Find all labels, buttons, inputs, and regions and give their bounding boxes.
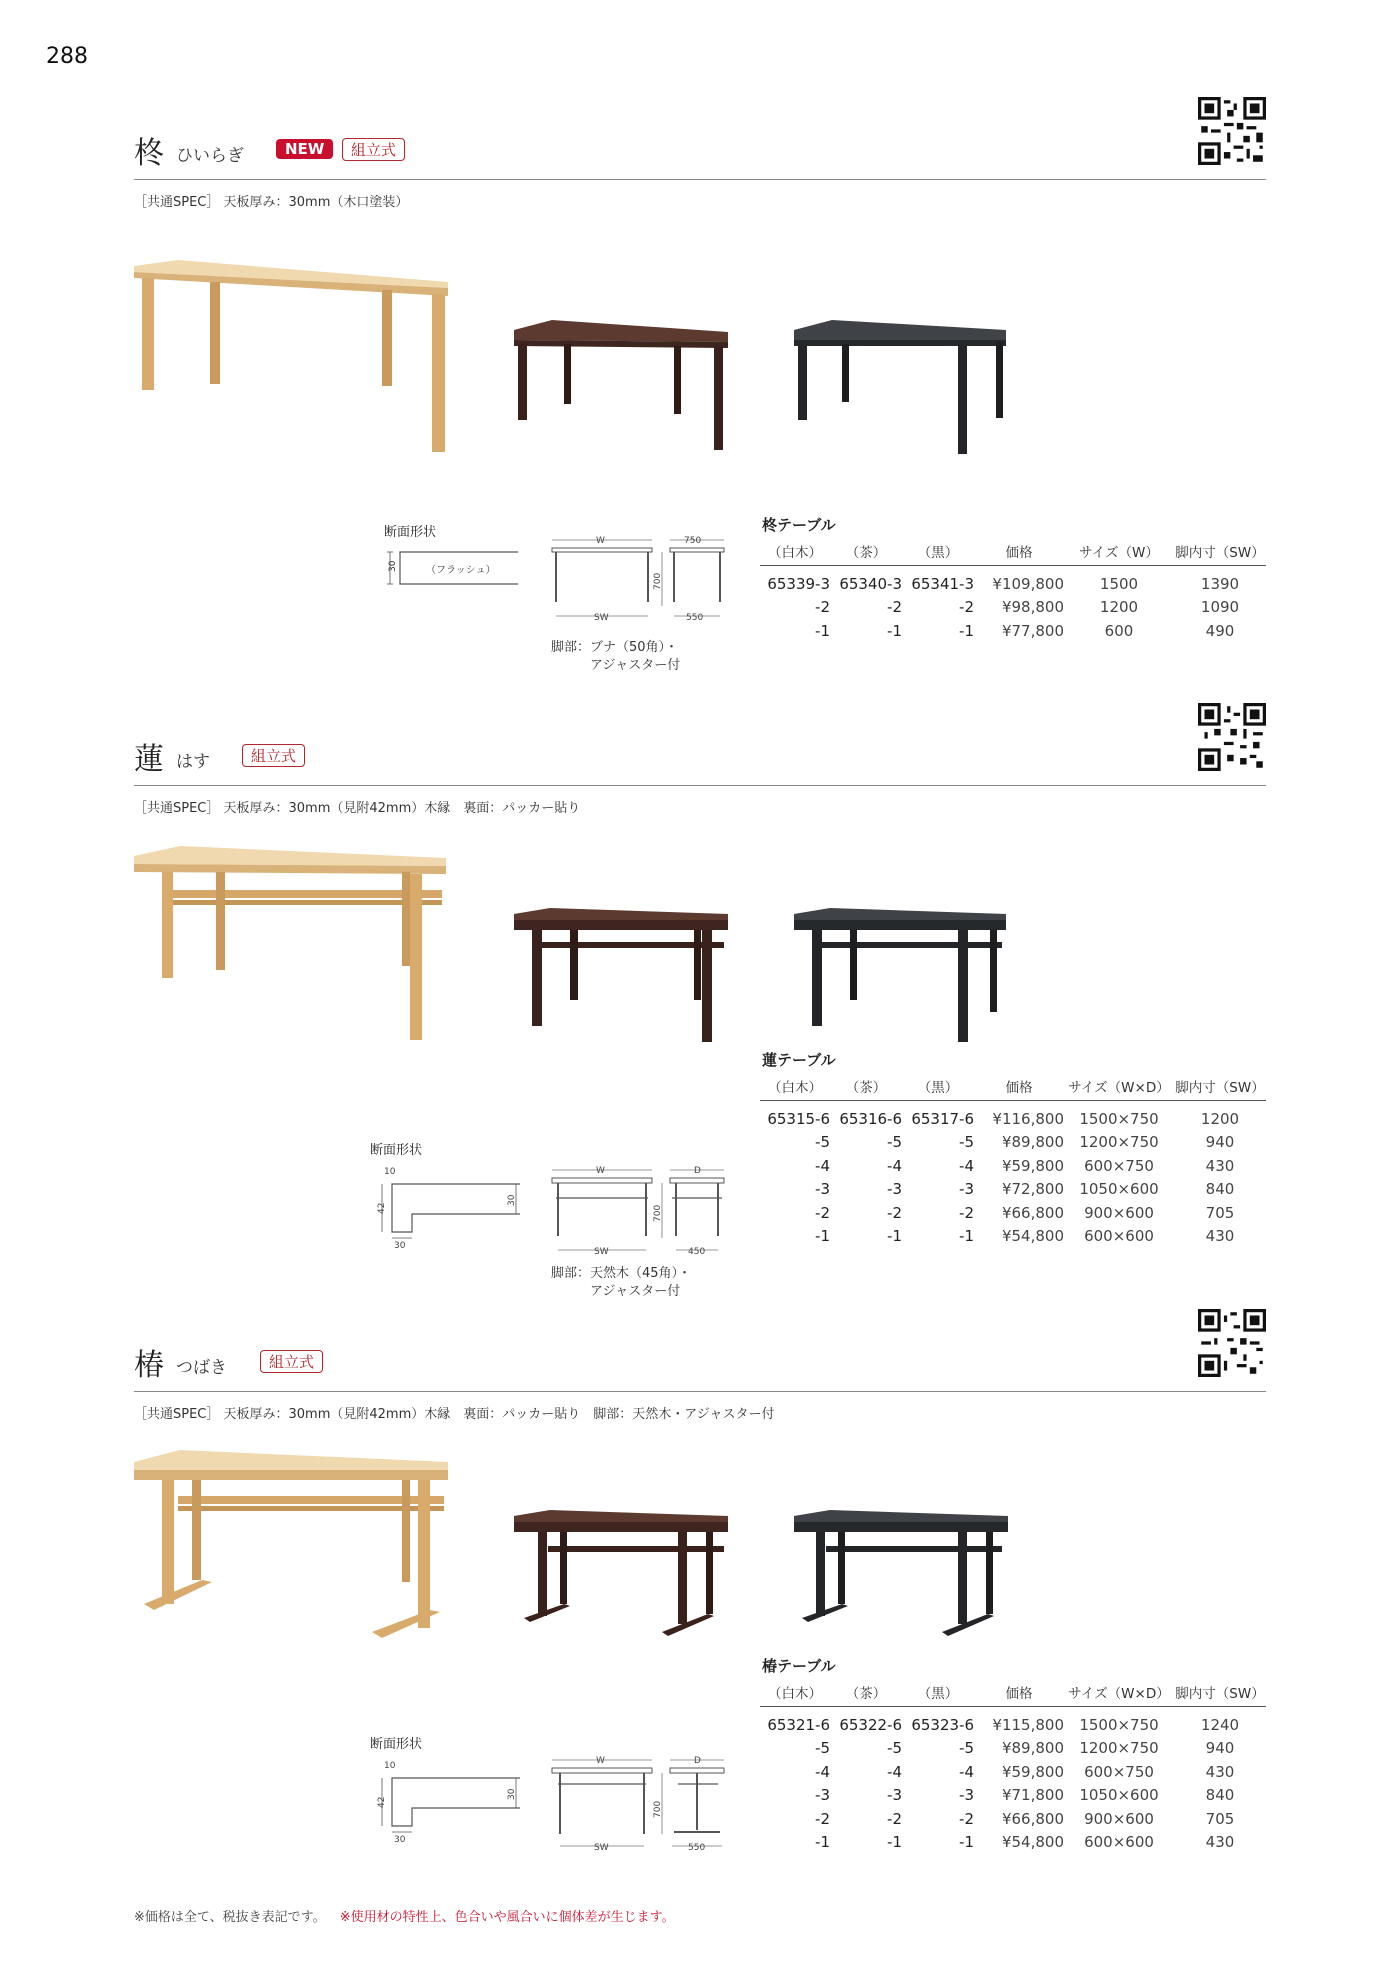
table-title: 椿テーブル bbox=[762, 1657, 836, 1675]
table-image-natural bbox=[132, 258, 452, 458]
code-black: -2 bbox=[959, 598, 974, 617]
code-brown: -3 bbox=[887, 1786, 902, 1805]
code-black: -1 bbox=[959, 1833, 974, 1852]
table-row bbox=[760, 1154, 1266, 1178]
footer-note-tax: ※価格は全て、税抜き表記です。 bbox=[134, 1910, 326, 1925]
cross-section-note: （フラッシュ） bbox=[426, 565, 496, 576]
header-leg-inner: 脚内寸（SW） bbox=[1174, 1682, 1266, 1707]
code-brown: -1 bbox=[887, 1227, 902, 1246]
leg-inner: 1390 bbox=[1200, 574, 1240, 593]
dim-depth: 750 bbox=[684, 536, 702, 546]
price: ¥109,800 bbox=[992, 574, 1064, 593]
header-black: （黒） bbox=[902, 1076, 974, 1101]
header-black: （黒） bbox=[902, 541, 974, 566]
table-row bbox=[760, 1225, 1266, 1249]
table-image-black bbox=[790, 906, 1010, 1042]
price: ¥59,800 bbox=[1001, 1762, 1064, 1781]
series-title: 柊 bbox=[134, 136, 164, 171]
table-row bbox=[760, 1201, 1266, 1225]
code-brown: -4 bbox=[887, 1762, 902, 1781]
code-natural: 65315-6 bbox=[767, 1109, 830, 1128]
code-black: -2 bbox=[959, 1809, 974, 1828]
code-black: -2 bbox=[959, 1203, 974, 1222]
leg-inner: 1240 bbox=[1200, 1715, 1240, 1734]
code-black: -1 bbox=[959, 1227, 974, 1246]
section-divider bbox=[134, 1391, 1266, 1392]
price: ¥66,800 bbox=[1001, 1809, 1064, 1828]
header-brown: （茶） bbox=[830, 1076, 902, 1101]
code-natural: -2 bbox=[815, 1809, 830, 1828]
dim-depth: D bbox=[694, 1756, 701, 1766]
header-brown: （茶） bbox=[830, 1682, 902, 1707]
header-price: 価格 bbox=[974, 1682, 1064, 1707]
table-row bbox=[760, 572, 1266, 596]
code-black: -4 bbox=[959, 1156, 974, 1175]
cross-section-diagram bbox=[370, 1754, 524, 1845]
code-brown: -4 bbox=[887, 1156, 902, 1175]
code-natural: 65339-3 bbox=[767, 574, 830, 593]
dim-depth-inner: 550 bbox=[686, 613, 704, 623]
qr-code-icon[interactable] bbox=[1198, 1309, 1266, 1377]
table-image-black bbox=[790, 1508, 1010, 1644]
spec-table bbox=[760, 1682, 1266, 1854]
leg-inner: 430 bbox=[1205, 1227, 1235, 1246]
price: ¥115,800 bbox=[992, 1715, 1064, 1734]
header-leg-inner: 脚内寸（SW） bbox=[1174, 1076, 1266, 1101]
code-black: -5 bbox=[959, 1133, 974, 1152]
table-header-row bbox=[760, 1682, 1266, 1707]
table-row bbox=[760, 1131, 1266, 1155]
code-brown: 65340-3 bbox=[839, 574, 902, 593]
dim-edge-top: 10 bbox=[384, 1167, 396, 1177]
price: ¥89,800 bbox=[1001, 1739, 1064, 1758]
size: 600×600 bbox=[1084, 1833, 1154, 1852]
table-row bbox=[760, 1107, 1266, 1131]
price: ¥116,800 bbox=[992, 1109, 1064, 1128]
header-brown: （茶） bbox=[830, 541, 902, 566]
header-size: サイズ（W×D） bbox=[1064, 1076, 1174, 1101]
leg-inner: 840 bbox=[1205, 1180, 1235, 1199]
header-size: サイズ（W×D） bbox=[1064, 1682, 1174, 1707]
code-black: -4 bbox=[959, 1762, 974, 1781]
dim-width: W bbox=[596, 536, 605, 546]
table-title: 柊テーブル bbox=[762, 516, 836, 534]
header-natural: （白木） bbox=[760, 1076, 830, 1101]
price: ¥54,800 bbox=[1001, 1227, 1064, 1246]
code-natural: 65321-6 bbox=[767, 1715, 830, 1734]
table-header-row bbox=[760, 541, 1266, 566]
leg-inner: 1200 bbox=[1200, 1109, 1240, 1128]
table-row bbox=[760, 619, 1266, 643]
code-natural: -1 bbox=[815, 621, 830, 640]
table-image-brown bbox=[512, 1508, 732, 1644]
series-reading: はす bbox=[176, 752, 210, 772]
leg-inner: 940 bbox=[1205, 1133, 1235, 1152]
dim-depth-inner: 550 bbox=[688, 1843, 706, 1853]
table-row bbox=[760, 1760, 1266, 1784]
cross-section-label: 断面形状 bbox=[384, 525, 437, 540]
cross-section-diagram bbox=[384, 540, 524, 600]
header-natural: （白木） bbox=[760, 1682, 830, 1707]
code-brown: -3 bbox=[887, 1180, 902, 1199]
code-black: 65323-6 bbox=[911, 1715, 974, 1734]
code-natural: -4 bbox=[815, 1156, 830, 1175]
dim-sw: SW bbox=[594, 1843, 609, 1853]
leg-inner: 430 bbox=[1205, 1762, 1235, 1781]
leg-note-line1: 脚部：ブナ（50角）・ bbox=[551, 640, 679, 655]
leg-inner: 430 bbox=[1205, 1156, 1235, 1175]
cross-section-label: 断面形状 bbox=[370, 1737, 423, 1752]
series-reading: ひいらぎ bbox=[176, 146, 244, 166]
size: 1050×600 bbox=[1079, 1786, 1159, 1805]
header-black: （黒） bbox=[902, 1682, 974, 1707]
price: ¥89,800 bbox=[1001, 1133, 1064, 1152]
common-spec: ［共通SPEC］ 天板厚み：30mm（見附42mm）木縁 裏面：パッカー貼り bbox=[134, 801, 581, 816]
code-natural: -1 bbox=[815, 1227, 830, 1246]
dim-edge-height: 42 bbox=[377, 1796, 387, 1808]
leg-inner: 430 bbox=[1205, 1833, 1235, 1852]
new-badge: NEW bbox=[276, 139, 333, 159]
dim-edge-width: 30 bbox=[394, 1241, 406, 1251]
section-divider bbox=[134, 785, 1266, 786]
table-image-natural bbox=[132, 844, 452, 1040]
size: 1200×750 bbox=[1079, 1739, 1159, 1758]
size: 600×750 bbox=[1084, 1156, 1154, 1175]
size: 600 bbox=[1104, 621, 1134, 640]
dim-edge-height: 42 bbox=[377, 1202, 387, 1214]
header-natural: （白木） bbox=[760, 541, 830, 566]
dim-depth: D bbox=[694, 1166, 701, 1176]
spec-table bbox=[760, 541, 1266, 643]
size: 600×600 bbox=[1084, 1227, 1154, 1246]
dim-height: 700 bbox=[653, 1800, 663, 1818]
table-header-row bbox=[760, 1076, 1266, 1101]
leg-note-line1: 脚部：天然木（45角）・ bbox=[551, 1266, 692, 1281]
size: 1050×600 bbox=[1079, 1180, 1159, 1199]
cross-section-label: 断面形状 bbox=[370, 1143, 423, 1158]
dim-edge-width: 30 bbox=[394, 1835, 406, 1845]
size: 900×600 bbox=[1084, 1203, 1154, 1222]
size: 1500 bbox=[1099, 574, 1139, 593]
size: 1200 bbox=[1099, 598, 1139, 617]
table-row bbox=[760, 1178, 1266, 1202]
header-price: 価格 bbox=[974, 541, 1064, 566]
spec-table bbox=[760, 1076, 1266, 1248]
table-row bbox=[760, 1831, 1266, 1855]
dimension-drawing bbox=[548, 534, 728, 626]
leg-inner: 490 bbox=[1205, 621, 1235, 640]
code-brown: 65322-6 bbox=[839, 1715, 902, 1734]
leg-inner: 940 bbox=[1205, 1739, 1235, 1758]
size: 1500×750 bbox=[1079, 1715, 1159, 1734]
code-brown: -2 bbox=[887, 1203, 902, 1222]
leg-inner: 840 bbox=[1205, 1786, 1235, 1805]
dim-thickness: 30 bbox=[507, 1194, 517, 1206]
dimension-drawing bbox=[548, 1164, 728, 1256]
common-spec: ［共通SPEC］ 天板厚み：30mm（見附42mm）木縁 裏面：パッカー貼り 脚部：天然木・アジャスター付 bbox=[134, 1407, 775, 1422]
table-image-brown bbox=[512, 318, 732, 458]
size: 1500×750 bbox=[1079, 1109, 1159, 1128]
assembly-badge: 組立式 bbox=[342, 138, 405, 161]
size: 900×600 bbox=[1084, 1809, 1154, 1828]
dimension-drawing bbox=[548, 1754, 728, 1854]
table-row bbox=[760, 1737, 1266, 1761]
code-brown: -2 bbox=[887, 1809, 902, 1828]
dim-thickness: 30 bbox=[388, 560, 398, 572]
price: ¥77,800 bbox=[1001, 621, 1064, 640]
leg-inner: 705 bbox=[1205, 1809, 1235, 1828]
section-divider bbox=[134, 179, 1266, 180]
price: ¥54,800 bbox=[1001, 1833, 1064, 1852]
series-title: 椿 bbox=[134, 1348, 164, 1383]
table-row bbox=[760, 1713, 1266, 1737]
dim-edge-top: 10 bbox=[384, 1761, 396, 1771]
code-brown: -1 bbox=[887, 621, 902, 640]
header-size: サイズ（W） bbox=[1064, 541, 1174, 566]
code-natural: -5 bbox=[815, 1739, 830, 1758]
price: ¥66,800 bbox=[1001, 1203, 1064, 1222]
common-spec: ［共通SPEC］ 天板厚み：30mm（木口塗装） bbox=[134, 195, 409, 210]
code-natural: -4 bbox=[815, 1762, 830, 1781]
code-brown: -2 bbox=[887, 598, 902, 617]
dim-height: 700 bbox=[653, 1204, 663, 1222]
assembly-badge: 組立式 bbox=[242, 744, 305, 767]
table-row bbox=[760, 1807, 1266, 1831]
price: ¥72,800 bbox=[1001, 1180, 1064, 1199]
table-row bbox=[760, 1784, 1266, 1808]
dim-width: W bbox=[596, 1756, 605, 1766]
assembly-badge: 組立式 bbox=[260, 1350, 323, 1373]
cross-section-diagram bbox=[370, 1160, 524, 1251]
dim-width: W bbox=[596, 1166, 605, 1176]
dim-thickness: 30 bbox=[507, 1788, 517, 1800]
footer-note-variation: ※使用材の特性上、色合いや風合いに個体差が生じます。 bbox=[339, 1910, 675, 1925]
qr-code-icon[interactable] bbox=[1198, 97, 1266, 165]
size: 1200×750 bbox=[1079, 1133, 1159, 1152]
code-black: -1 bbox=[959, 621, 974, 640]
qr-code-icon[interactable] bbox=[1198, 703, 1266, 771]
page-number: 288 bbox=[46, 44, 88, 69]
code-natural: -5 bbox=[815, 1133, 830, 1152]
header-price: 価格 bbox=[974, 1076, 1064, 1101]
table-image-natural bbox=[132, 1448, 452, 1644]
code-brown: 65316-6 bbox=[839, 1109, 902, 1128]
price: ¥59,800 bbox=[1001, 1156, 1064, 1175]
dim-sw: SW bbox=[594, 1247, 609, 1257]
table-row bbox=[760, 596, 1266, 620]
table-image-black bbox=[790, 318, 1010, 458]
code-brown: -5 bbox=[887, 1133, 902, 1152]
code-black: -3 bbox=[959, 1180, 974, 1199]
code-black: 65317-6 bbox=[911, 1109, 974, 1128]
series-reading: つばき bbox=[176, 1358, 227, 1378]
series-title: 蓮 bbox=[134, 742, 164, 777]
size: 600×750 bbox=[1084, 1762, 1154, 1781]
table-title: 蓮テーブル bbox=[762, 1051, 836, 1069]
footer-notes bbox=[134, 1906, 675, 1925]
leg-inner: 705 bbox=[1205, 1203, 1235, 1222]
code-brown: -5 bbox=[887, 1739, 902, 1758]
code-natural: -2 bbox=[815, 598, 830, 617]
code-natural: -3 bbox=[815, 1786, 830, 1805]
dim-height: 700 bbox=[653, 572, 663, 590]
code-natural: -1 bbox=[815, 1833, 830, 1852]
dim-depth-inner: 450 bbox=[688, 1247, 706, 1257]
header-leg-inner: 脚内寸（SW） bbox=[1174, 541, 1266, 566]
leg-note-line2: アジャスター付 bbox=[590, 658, 681, 673]
code-black: -5 bbox=[959, 1739, 974, 1758]
code-black: -3 bbox=[959, 1786, 974, 1805]
code-brown: -1 bbox=[887, 1833, 902, 1852]
table-image-brown bbox=[512, 906, 732, 1042]
code-black: 65341-3 bbox=[911, 574, 974, 593]
code-natural: -3 bbox=[815, 1180, 830, 1199]
price: ¥71,800 bbox=[1001, 1786, 1064, 1805]
leg-inner: 1090 bbox=[1200, 598, 1240, 617]
leg-note-line2: アジャスター付 bbox=[590, 1284, 681, 1299]
code-natural: -2 bbox=[815, 1203, 830, 1222]
price: ¥98,800 bbox=[1001, 598, 1064, 617]
dim-sw: SW bbox=[594, 613, 609, 623]
